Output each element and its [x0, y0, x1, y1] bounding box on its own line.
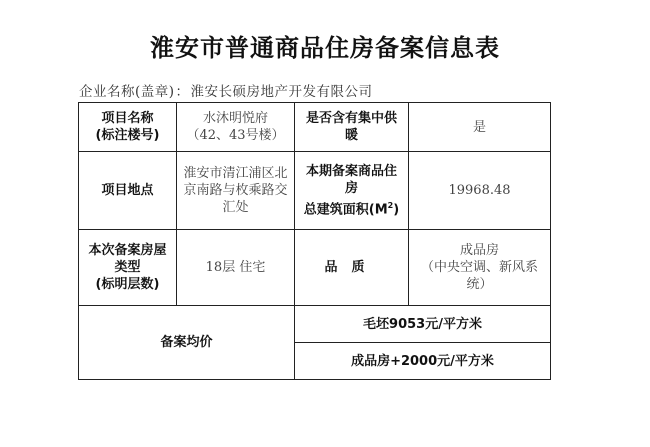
table-row: [79, 306, 551, 343]
house-type-label-cell: [79, 230, 177, 306]
project-name-value-cell: [177, 103, 295, 152]
finished-price: 成品房+2000元/平方米: [295, 343, 551, 380]
quality-value-cell: [409, 230, 551, 306]
quality-label: 品质: [324, 260, 379, 275]
table-row: [79, 103, 551, 152]
record-table: [78, 102, 551, 380]
area-label-unit: 总建筑面积$(M^2)$: [303, 200, 400, 218]
central-heating-value: 是: [409, 103, 551, 152]
project-building-numbers: （42、43号楼）: [186, 128, 285, 143]
company-name: 淮安长硕房地产开发有限公司: [190, 84, 373, 100]
quality-label-cell: [295, 230, 409, 306]
rough-price: 毛坯9053元/平方米: [295, 306, 551, 343]
avg-price-label: 备案均价: [79, 306, 295, 380]
project-name-label-note: (标注楼号): [95, 128, 160, 143]
quality-features: （中央空调、新风系统）: [420, 260, 538, 292]
company-label: 企业名称(盖章): [79, 84, 175, 100]
house-type-label-note: (标明层数): [95, 277, 160, 292]
table-row: [79, 152, 551, 230]
house-type-label-line2: 类型: [114, 260, 141, 275]
page-title: 淮安市普通商品住房备案信息表: [150, 34, 500, 62]
house-type-label: 本次备案房屋: [88, 243, 167, 258]
area-value: 19968.48: [409, 152, 551, 230]
company-separator: ：: [175, 84, 190, 100]
table-row: [79, 230, 551, 306]
area-label-cell: [295, 152, 409, 230]
project-name-label-cell: [79, 103, 177, 152]
house-type-value: 18层 住宅: [177, 230, 295, 306]
company-line: [79, 80, 373, 100]
project-name-label: 项目名称: [101, 111, 154, 126]
central-heating-label: 是否含有集中供暖: [295, 103, 409, 152]
quality-value: 成品房: [459, 243, 499, 258]
area-label: 本期备案商品住房: [305, 163, 397, 196]
location-label: 项目地点: [79, 152, 177, 230]
project-name-value: 水沐明悦府: [202, 111, 268, 126]
location-value: 淮安市清江浦区北京南路与枚乘路交汇处: [177, 152, 295, 230]
